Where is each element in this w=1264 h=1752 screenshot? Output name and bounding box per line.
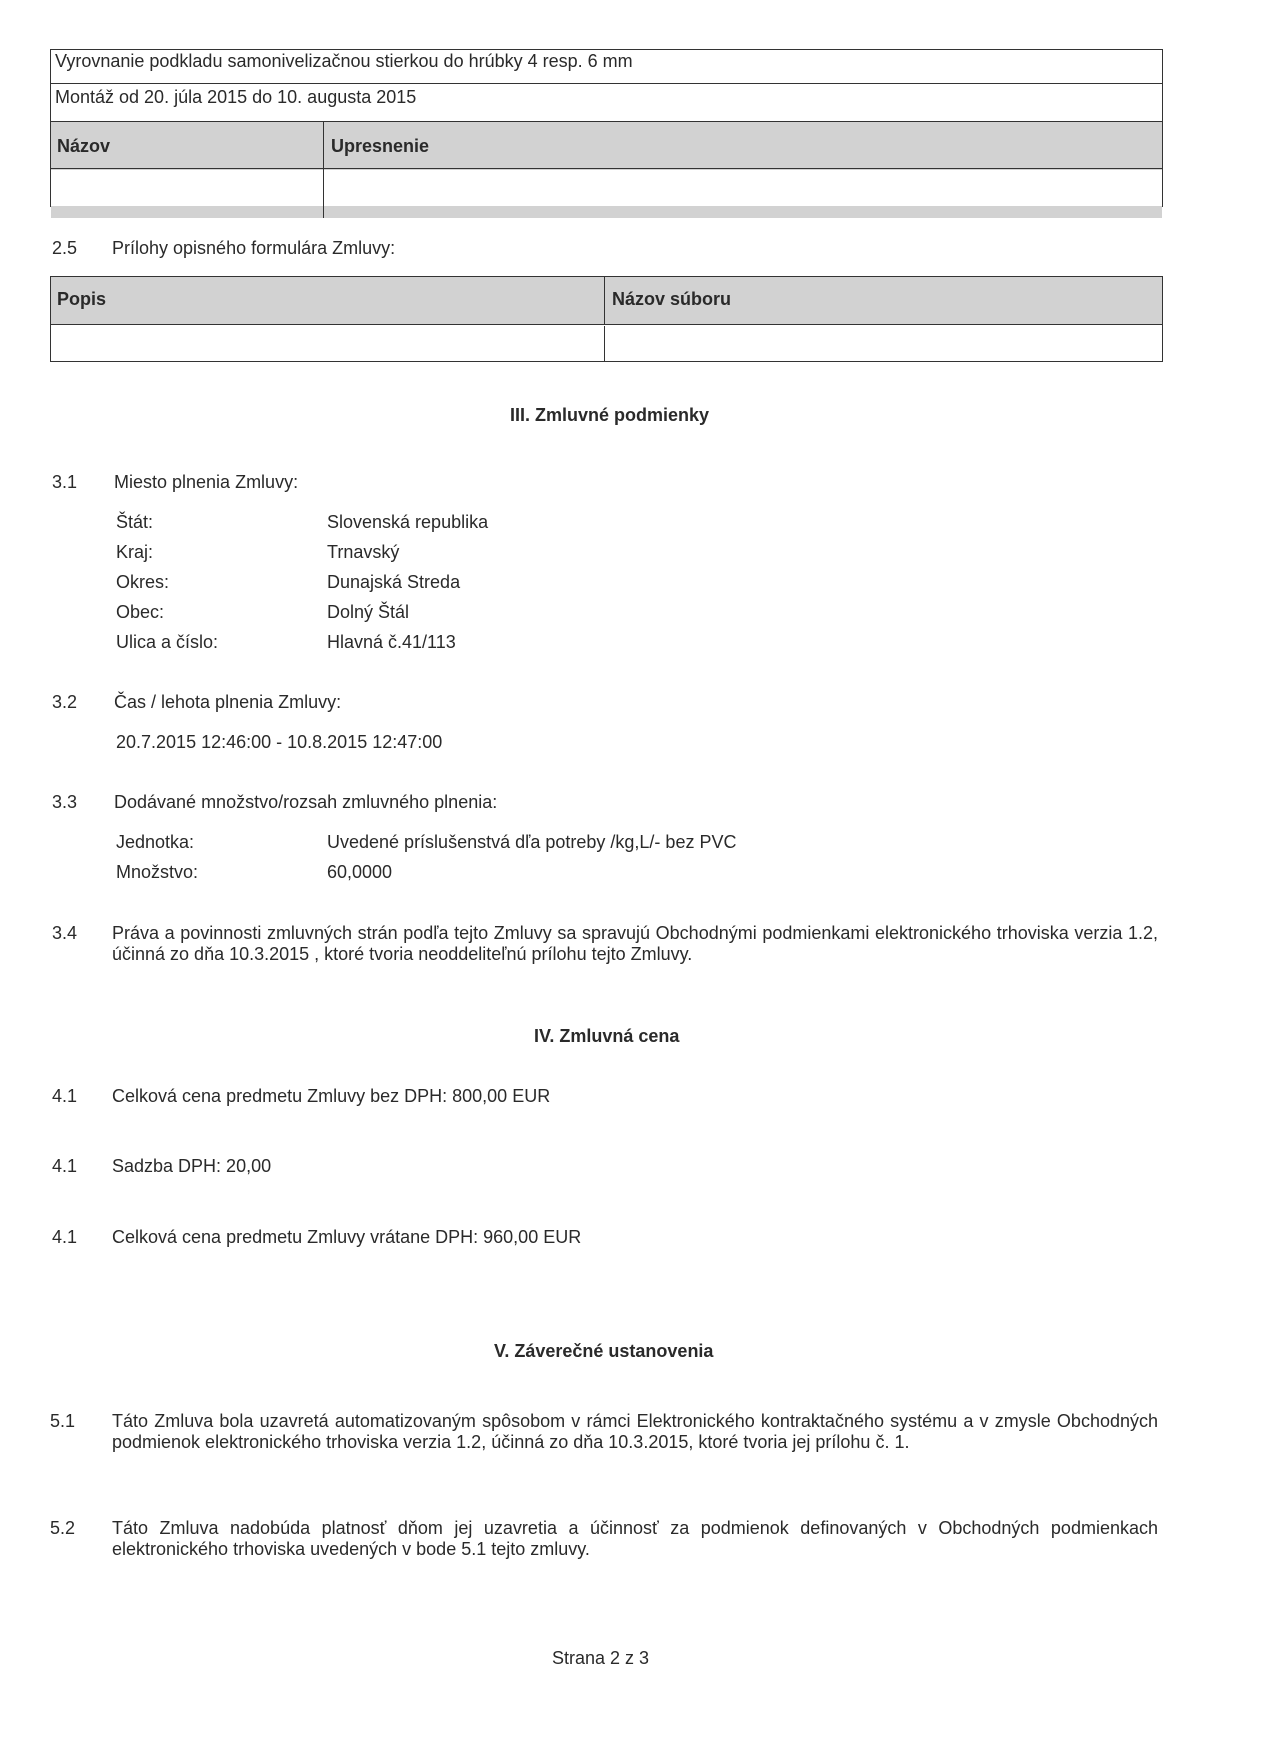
section-2-5-label: Prílohy opisného formulára Zmluvy: xyxy=(112,238,396,258)
section-4-1a-number: 4.1 xyxy=(52,1086,78,1106)
attachments-table xyxy=(50,276,1163,362)
section-3-3-number: 3.3 xyxy=(52,792,78,812)
place-value-okres: Dunajská Streda xyxy=(327,572,461,592)
section-3-2-label: Čas / lehota plnenia Zmluvy: xyxy=(114,692,342,712)
specification-table-row xyxy=(51,170,1162,206)
description-box xyxy=(50,49,1163,207)
section-5-1-text: Táto Zmluva bola uzavretá automatizovaným spôsobom v rámci Elektronického kontraktačného systému a v zmysle Obchodných podmienok elektronického trhoviska verzia 1.2, účinná zo dňa 10.3.2015, ktoré tvoria jej prílohu č. 1. xyxy=(112,1411,1158,1452)
header-upresnenie: Upresnenie xyxy=(331,136,430,156)
attachments-table-header xyxy=(51,277,1162,324)
place-value-kraj: Trnavský xyxy=(327,542,400,562)
description-line-1: Vyrovnanie podkladu samonivelizačnou stierkou do hrúbky 4 resp. 6 mm xyxy=(55,51,633,71)
place-value-stat: Slovenská republika xyxy=(327,512,489,532)
description-line-2: Montáž od 20. júla 2015 do 10. augusta 2015 xyxy=(55,87,417,107)
place-label-okres: Okres: xyxy=(116,572,170,592)
section-5-1-number: 5.1 xyxy=(50,1411,76,1431)
place-label-stat: Štát: xyxy=(116,512,154,532)
quantity-value-jednotka: Uvedené príslušenstvá dľa potreby /kg,L/- bez PVC xyxy=(327,832,737,852)
section-3-3-label: Dodávané množstvo/rozsah zmluvného plnenia: xyxy=(114,792,498,812)
section-III-title: III. Zmluvné podmienky xyxy=(510,405,710,425)
page-number: Strana 2 z 3 xyxy=(552,1648,650,1668)
section-5-2-number: 5.2 xyxy=(50,1518,76,1538)
place-label-kraj: Kraj: xyxy=(116,542,154,562)
section-4-1b-number: 4.1 xyxy=(52,1156,78,1176)
price-without-vat: Celková cena predmetu Zmluvy bez DPH: 800,00 EUR xyxy=(112,1086,551,1106)
attachments-table-row xyxy=(51,326,1162,361)
price-with-vat: Celková cena predmetu Zmluvy vrátane DPH: 960,00 EUR xyxy=(112,1227,582,1247)
header-nazov: Názov xyxy=(57,136,111,156)
section-3-2-value: 20.7.2015 12:46:00 - 10.8.2015 12:47:00 xyxy=(116,732,443,752)
section-4-1c-number: 4.1 xyxy=(52,1227,78,1247)
section-IV-title: IV. Zmluvná cena xyxy=(534,1026,680,1046)
section-3-4-number: 3.4 xyxy=(52,923,78,943)
header-popis: Popis xyxy=(57,289,107,309)
section-3-1-label: Miesto plnenia Zmluvy: xyxy=(114,472,299,492)
section-2-5-number: 2.5 xyxy=(52,238,78,258)
quantity-label-jednotka: Jednotka: xyxy=(116,832,195,852)
section-3-2-number: 3.2 xyxy=(52,692,78,712)
section-V-title: V. Záverečné ustanovenia xyxy=(494,1341,714,1361)
quantity-value-mnozstvo: 60,0000 xyxy=(327,862,393,882)
quantity-label-mnozstvo: Množstvo: xyxy=(116,862,199,882)
place-label-obec: Obec: xyxy=(116,602,165,622)
place-label-ulica: Ulica a číslo: xyxy=(116,632,219,652)
vat-rate: Sadzba DPH: 20,00 xyxy=(112,1156,272,1176)
place-value-ulica: Hlavná č.41/113 xyxy=(327,632,456,652)
section-3-4-text: Práva a povinnosti zmluvných strán podľa tejto Zmluvy sa spravujú Obchodnými podmienkami elektronického trhoviska verzia 1.2, účinná zo dňa 10.3.2015 , ktoré tvoria neoddeliteľnú prílohu tejto Zmluvy. xyxy=(112,923,1158,964)
header-nazov-suboru: Názov súboru xyxy=(612,289,732,309)
section-5-2-text: Táto Zmluva nadobúda platnosť dňom jej uzavretia a účinnosť za podmienok definovaných v Obchodných podmienkach elektronického trhoviska uvedených v bode 5.1 tejto zmluvy. xyxy=(112,1518,1158,1559)
place-value-obec: Dolný Štál xyxy=(327,602,410,622)
section-3-1-number: 3.1 xyxy=(52,472,78,492)
